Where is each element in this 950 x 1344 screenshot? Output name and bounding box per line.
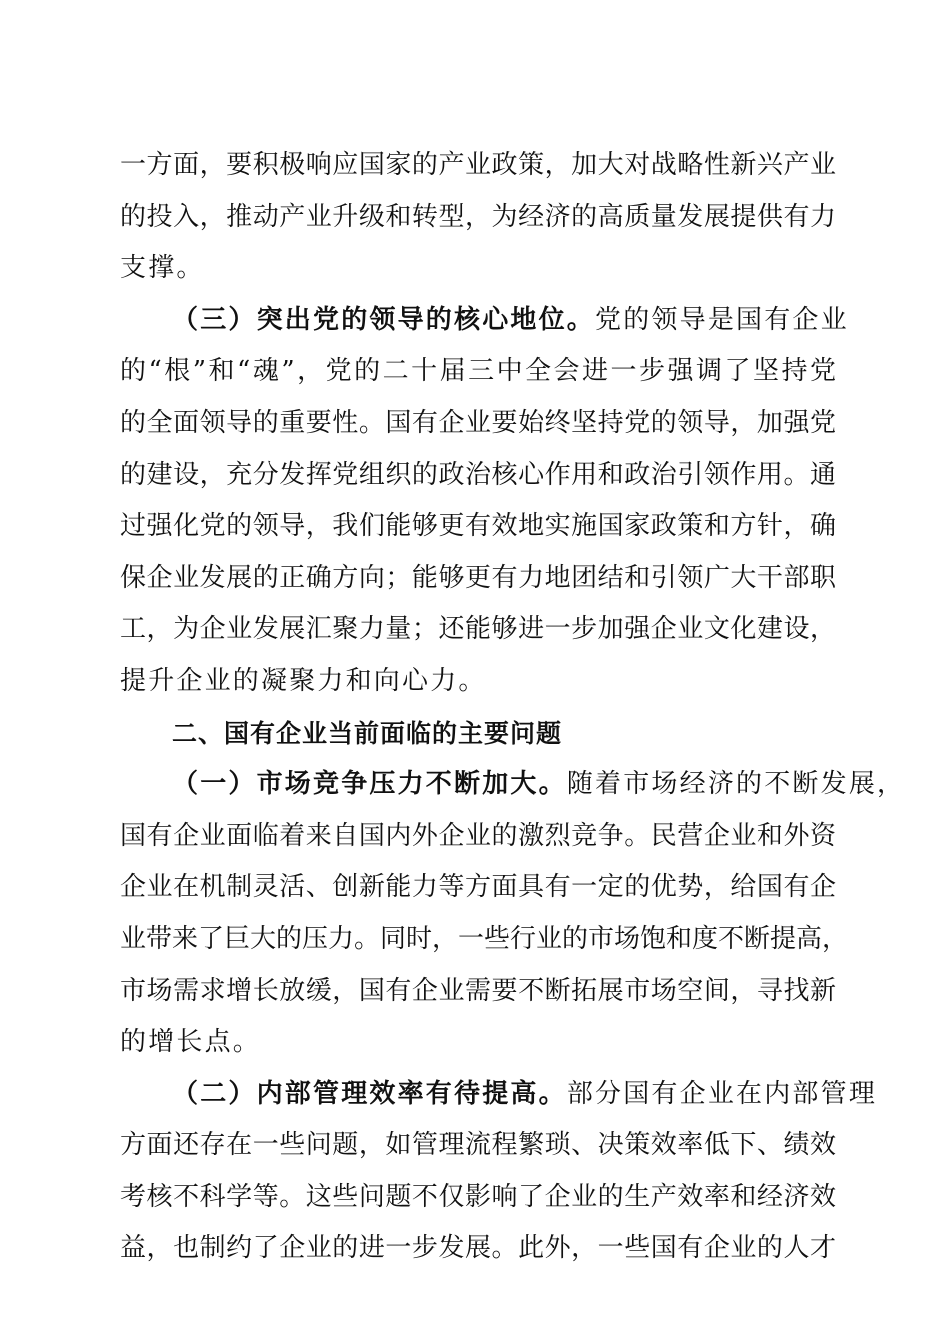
- text-line: 保企业发展的正确方向；能够更有力地团结和引领广大干部职: [120, 562, 836, 593]
- text-line: 一方面，要积极响应国家的产业政策，加大对战略性新兴产业: [120, 150, 836, 180]
- text-line: 过强化党的领导，我们能够更有效地实施国家政策和方针，确: [120, 511, 836, 542]
- paragraph-lead: （三）突出党的领导的核心地位。: [172, 304, 596, 335]
- text-line: 市场需求增长放缓，国有企业需要不断拓展市场空间，寻找新: [120, 975, 836, 1006]
- document-body: [120, 140, 906, 1275]
- text-line: 提升企业的凝聚力和向心力。: [120, 665, 487, 696]
- paragraph-lead: （一）市场竞争压力不断加大。: [172, 769, 567, 800]
- section-heading: 二、国有企业当前面临的主要问题: [172, 718, 563, 748]
- paragraph-first-line: [120, 295, 849, 347]
- paragraph-lead: （二）内部管理效率有待提高。: [172, 1078, 567, 1109]
- paragraph-first-line: [120, 1069, 878, 1121]
- paragraph-first-line: [120, 759, 906, 811]
- paragraph-lead-rest: 党的领导是国有企业: [595, 304, 849, 335]
- text-line: 工，为企业发展汇聚力量；还能够进一步加强企业文化建设，: [120, 614, 836, 645]
- text-line: 的全面领导的重要性。国有企业要始终坚持党的领导，加强党: [120, 407, 836, 438]
- text-line: 考核不科学等。这些问题不仅影响了企业的生产效率和经济效: [120, 1181, 836, 1212]
- paragraph-lead-rest: 部分国有企业在内部管理: [566, 1078, 878, 1109]
- text-line: 支撑。: [120, 253, 205, 284]
- text-line: 的投入，推动产业升级和转型，为经济的高质量发展提供有力: [120, 201, 836, 232]
- text-line: 的建设，充分发挥党组织的政治核心作用和政治引领作用。通: [120, 459, 836, 490]
- paragraph-lead-rest: 随着市场经济的不断发展，: [566, 769, 906, 800]
- text-line: 的“根”和“魂”，党的二十届三中全会进一步强调了坚持党: [120, 356, 836, 387]
- text-line: 业带来了巨大的压力。同时，一些行业的市场饱和度不断提高，: [120, 923, 849, 954]
- text-line: 国有企业面临着来自国内外企业的激烈竞争。民营企业和外资: [120, 820, 836, 851]
- text-line: 益，也制约了企业的进一步发展。此外，一些国有企业的人才: [120, 1233, 836, 1264]
- text-line: 企业在机制灵活、创新能力等方面具有一定的优势，给国有企: [120, 872, 836, 903]
- text-line: 的增长点。: [120, 1027, 262, 1058]
- text-line: 方面还存在一些问题，如管理流程繁琐、决策效率低下、绩效: [120, 1130, 836, 1161]
